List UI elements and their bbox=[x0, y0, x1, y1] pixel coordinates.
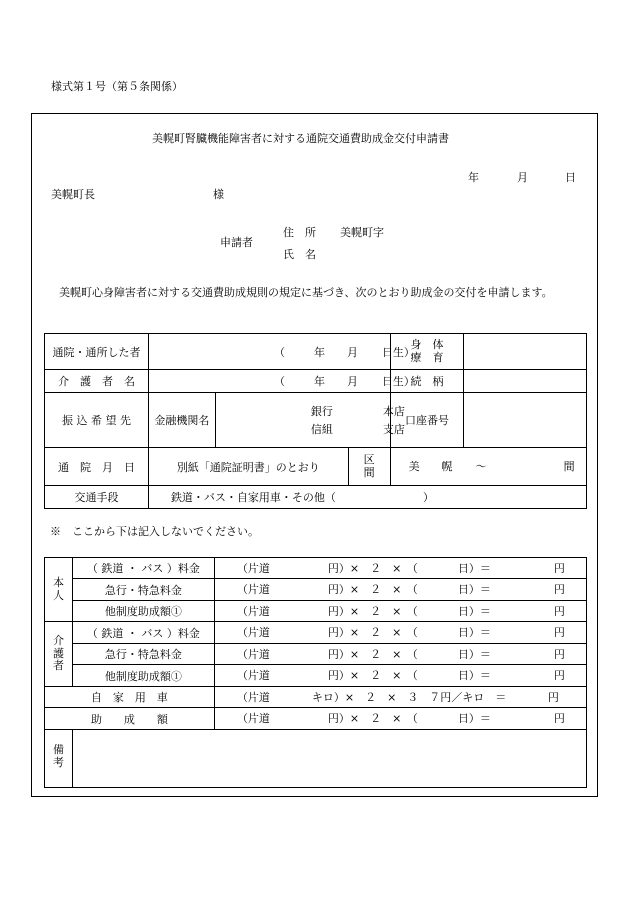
remarks-label-top: 備 bbox=[52, 743, 64, 756]
formula-mid: 円）× ２ × （ bbox=[327, 669, 418, 682]
self-express-formula[interactable] bbox=[214, 579, 586, 601]
care-express-row bbox=[45, 644, 587, 665]
caregiver-row bbox=[45, 370, 587, 393]
disability-intellectual: 療 育 bbox=[410, 350, 444, 364]
formula-suffix: 日）＝ bbox=[457, 562, 491, 575]
birth-paren-open: （ bbox=[273, 345, 285, 359]
disability-type-field[interactable] bbox=[464, 334, 587, 370]
visitor-field[interactable] bbox=[148, 334, 415, 370]
care-label-1: 介 bbox=[52, 634, 64, 648]
self-rail-bus-label: （ 鉄道 ・ バス ）料金 bbox=[72, 558, 214, 579]
form-title: 美幌町腎臓機能障害者に対する通院交通費助成金交付申請書 bbox=[152, 132, 449, 145]
birth-day-label: 日生） bbox=[381, 345, 415, 359]
formula-mid: 円）× ２ × （ bbox=[327, 712, 418, 725]
formula-mid: 円）× ２ × （ bbox=[327, 605, 418, 618]
car-formula-prefix: （片道 bbox=[236, 691, 270, 704]
date-month: 月 bbox=[517, 171, 528, 184]
caregiver-birth-year: 年 bbox=[313, 375, 325, 388]
remarks-label bbox=[45, 730, 73, 788]
visitor-label: 通院・通所した者 bbox=[45, 334, 149, 370]
shinkumi-option: 信組 bbox=[310, 423, 333, 436]
bank-name-field[interactable] bbox=[215, 393, 405, 448]
applicant-address-value: 美幌町字 bbox=[340, 226, 384, 239]
formula-mid: 円）× ２ × （ bbox=[327, 562, 418, 575]
branch-option: 支店 bbox=[382, 423, 405, 436]
transport-row bbox=[45, 486, 587, 509]
care-other-label: 他制度助成額① bbox=[72, 665, 214, 687]
care-express-formula[interactable] bbox=[214, 644, 586, 665]
calculation-table bbox=[44, 557, 587, 788]
formula-yen: 円 bbox=[553, 562, 565, 575]
remarks-field[interactable] bbox=[72, 730, 586, 788]
care-rail-bus-row bbox=[45, 622, 587, 644]
formula-suffix: 日）＝ bbox=[457, 712, 491, 725]
car-formula-yen: 円 bbox=[547, 691, 559, 704]
formula-suffix: 日）＝ bbox=[457, 605, 491, 618]
self-label-top: 本 bbox=[52, 575, 64, 589]
formula-prefix: （片道 bbox=[236, 712, 270, 725]
formula-prefix: （片道 bbox=[236, 605, 270, 618]
care-express-label: 急行・特急料金 bbox=[72, 644, 214, 665]
self-other-row bbox=[45, 601, 587, 622]
applicant-name-label: 氏 名 bbox=[283, 248, 316, 261]
applicant-label: 申請者 bbox=[220, 236, 253, 249]
caregiver-label: 介 護 者 名 bbox=[45, 370, 149, 393]
car-label: 自 家 用 車 bbox=[45, 687, 215, 708]
formula-suffix: 日）＝ bbox=[457, 583, 491, 596]
formula-prefix: （片道 bbox=[236, 669, 270, 682]
self-other-formula[interactable] bbox=[214, 601, 586, 622]
caregiver-birth-paren: （ bbox=[273, 375, 285, 388]
application-table bbox=[44, 333, 587, 509]
visit-date-label: 通 院 月 日 bbox=[45, 448, 149, 486]
self-rail-bus-row bbox=[45, 558, 587, 579]
care-rail-bus-formula[interactable] bbox=[214, 622, 586, 644]
addressee-honorific: 様 bbox=[213, 188, 224, 201]
formula-suffix: 日）＝ bbox=[457, 669, 491, 682]
section-from: 美 幌 bbox=[408, 460, 453, 473]
account-label: 口座番号 bbox=[390, 393, 464, 448]
self-other-label: 他制度助成額① bbox=[72, 601, 214, 622]
head-office-option: 本店 bbox=[382, 405, 405, 418]
visit-date-value: 別紙「通院証明書」のとおり bbox=[148, 448, 348, 486]
caregiver-birth-month: 月 bbox=[346, 375, 358, 388]
applicant-address-label: 住 所 bbox=[283, 226, 316, 239]
car-row bbox=[45, 687, 587, 708]
addressee-name: 美幌町長 bbox=[51, 188, 95, 201]
self-label bbox=[45, 558, 73, 622]
relation-label: 続 柄 bbox=[390, 370, 464, 393]
section-to: 間 bbox=[563, 460, 575, 473]
formula-yen: 円 bbox=[553, 669, 565, 682]
formula-yen: 円 bbox=[553, 648, 565, 661]
formula-yen: 円 bbox=[553, 712, 565, 725]
visit-date-row bbox=[45, 448, 587, 486]
transfer-label: 振 込 希 望 先 bbox=[45, 393, 149, 448]
remarks-row bbox=[45, 730, 587, 788]
self-express-label: 急行・特急料金 bbox=[72, 579, 214, 601]
self-label-bottom: 人 bbox=[52, 588, 64, 602]
section-tilde: ～ bbox=[475, 460, 487, 473]
remarks-label-bottom: 考 bbox=[52, 755, 64, 769]
formula-prefix: （片道 bbox=[236, 626, 270, 639]
formula-yen: 円 bbox=[553, 605, 565, 618]
transport-label: 交通手段 bbox=[45, 486, 149, 509]
bank-option: 銀行 bbox=[310, 405, 333, 418]
formula-yen: 円 bbox=[553, 583, 565, 596]
visitor-row bbox=[45, 334, 587, 370]
formula-mid: 円）× ２ × （ bbox=[327, 583, 418, 596]
date-day: 日 bbox=[565, 171, 576, 184]
birth-year-label: 年 bbox=[313, 345, 325, 359]
caregiver-birth-day: 日生） bbox=[381, 375, 415, 388]
transfer-row bbox=[45, 393, 587, 448]
caregiver-field[interactable] bbox=[148, 370, 415, 393]
section-label bbox=[348, 448, 390, 486]
care-label-2: 護 bbox=[52, 646, 64, 660]
car-formula[interactable] bbox=[214, 687, 586, 708]
date-year: 年 bbox=[468, 171, 479, 184]
formula-suffix: 日）＝ bbox=[457, 626, 491, 639]
care-rail-bus-label: （ 鉄道 ・ バス ）料金 bbox=[72, 622, 214, 644]
transport-field[interactable] bbox=[148, 486, 586, 509]
bank-name-label: 金融機関名 bbox=[148, 393, 215, 448]
care-other-row bbox=[45, 665, 587, 687]
formula-mid: 円）× ２ × （ bbox=[327, 648, 418, 661]
form-number: 様式第１号（第５条関係） bbox=[51, 80, 183, 93]
section-label-top: 区 bbox=[363, 452, 375, 466]
application-statement: 美幌町心身障害者に対する交通費助成規則の規定に基づき、次のとおり助成金の交付を申請します。 bbox=[59, 286, 553, 299]
transport-options: 鉄道・バス・自家用車・その他（ bbox=[170, 491, 336, 504]
care-label-3: 者 bbox=[52, 659, 64, 673]
formula-suffix: 日）＝ bbox=[457, 648, 491, 661]
formula-yen: 円 bbox=[553, 626, 565, 639]
subsidy-row bbox=[45, 708, 587, 730]
subsidy-label: 助 成 額 bbox=[45, 708, 215, 730]
car-formula-mid: キロ）× ２ × ３ ７円／キロ ＝ bbox=[311, 691, 507, 704]
section-label-bottom: 間 bbox=[363, 465, 375, 479]
caregiver-side-label bbox=[45, 622, 73, 687]
birth-month-label: 月 bbox=[346, 345, 358, 359]
care-other-formula[interactable] bbox=[214, 665, 586, 687]
formula-mid: 円）× ２ × （ bbox=[327, 626, 418, 639]
subsidy-formula[interactable] bbox=[214, 708, 586, 730]
formula-prefix: （片道 bbox=[236, 648, 270, 661]
disability-physical: 身 体 bbox=[410, 337, 444, 351]
formula-prefix: （片道 bbox=[236, 583, 270, 596]
formula-prefix: （片道 bbox=[236, 562, 270, 575]
transport-close-paren: ） bbox=[422, 491, 434, 504]
account-field[interactable] bbox=[464, 393, 587, 448]
self-express-row bbox=[45, 579, 587, 601]
relation-field[interactable] bbox=[464, 370, 587, 393]
self-rail-bus-formula[interactable] bbox=[214, 558, 586, 579]
office-use-note: ※ ここから下は記入しないでください。 bbox=[50, 525, 259, 538]
section-field[interactable] bbox=[390, 448, 586, 486]
